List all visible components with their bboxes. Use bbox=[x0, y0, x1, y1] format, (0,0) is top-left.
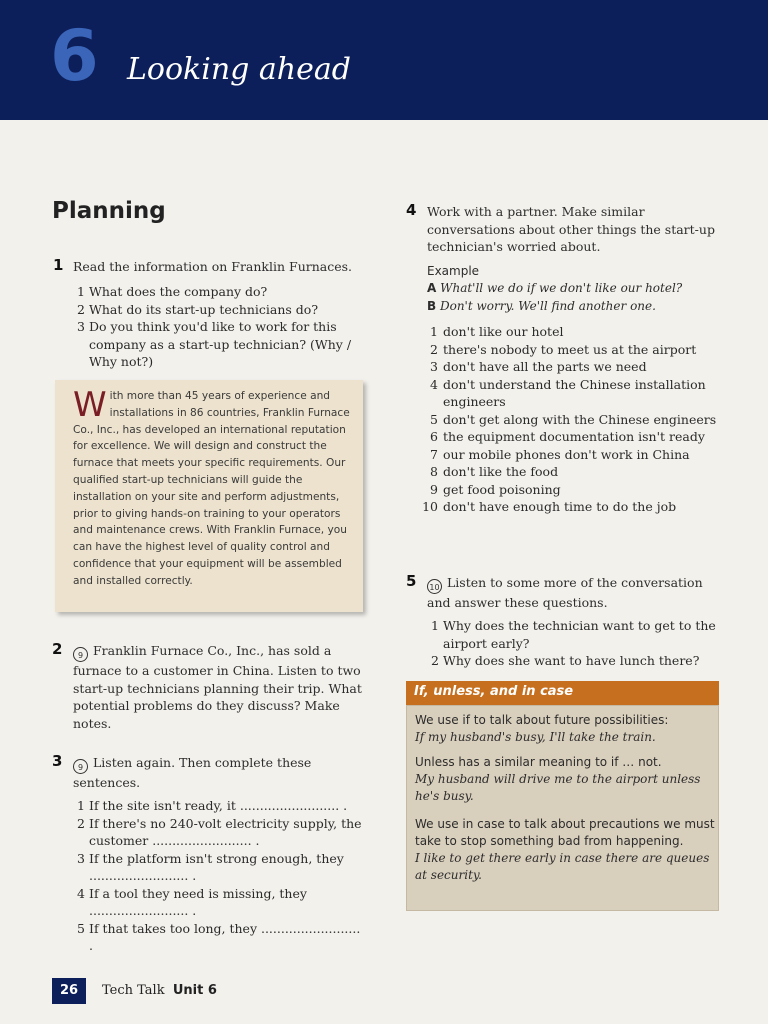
list-item bbox=[420, 376, 720, 411]
section-title: Planning bbox=[52, 198, 166, 224]
grammar-if-rule: We use if to talk about future possibilities: bbox=[415, 713, 669, 727]
q1-list bbox=[73, 283, 363, 371]
item-text: If a tool they need is missing, they ......................... . bbox=[89, 885, 307, 918]
list-item bbox=[420, 446, 720, 464]
grammar-header bbox=[406, 681, 719, 705]
unit-number: 6 bbox=[50, 15, 99, 97]
list-item bbox=[420, 481, 720, 499]
q3-list bbox=[73, 797, 365, 955]
unit-title: Looking ahead bbox=[127, 52, 351, 87]
example-label: Example bbox=[427, 264, 480, 278]
q1-number: 1 bbox=[53, 256, 64, 274]
item-text: If the site isn't ready, it ......................... . bbox=[89, 798, 348, 813]
list-item bbox=[73, 318, 363, 371]
item-number: 3 bbox=[430, 359, 438, 374]
item-number: 5 bbox=[77, 920, 85, 936]
list-item bbox=[420, 428, 720, 446]
q5-list bbox=[427, 617, 719, 670]
item-text: Why does the technician want to get to the airport early? bbox=[443, 618, 716, 651]
list-item bbox=[420, 323, 720, 341]
q3-number: 3 bbox=[52, 752, 63, 770]
grammar-title: If, unless, and in case bbox=[414, 684, 574, 699]
example-line-b: Don't worry. We'll find another one. bbox=[439, 298, 656, 313]
grammar-unless-example: My husband will drive me to the airport unless he's busy. bbox=[415, 772, 701, 803]
item-number: 10 bbox=[422, 499, 438, 514]
list-item bbox=[73, 283, 363, 301]
q4-instruction: Work with a partner. Make similar conversations about other things the start-up technician's worried about. bbox=[427, 204, 715, 254]
item-text: Do you think you'd like to work for this company as a start-up technician? (Why / Why not?) bbox=[89, 319, 352, 369]
list-item bbox=[420, 463, 720, 481]
list-item bbox=[420, 341, 720, 359]
page-number: 26 bbox=[52, 978, 86, 1004]
q3-instruction: Listen again. Then complete these sentences. bbox=[73, 755, 312, 790]
list-item bbox=[420, 411, 720, 429]
q5-number: 5 bbox=[406, 572, 417, 590]
item-number: 8 bbox=[430, 464, 438, 479]
item-text: don't like the food bbox=[443, 464, 559, 479]
item-number: 3 bbox=[77, 319, 85, 334]
item-text: If the platform isn't strong enough, they ......................... . bbox=[89, 850, 344, 883]
grammar-incase bbox=[415, 816, 715, 884]
q5-instruction: Listen to some more of the conversation and answer these questions. bbox=[427, 575, 703, 610]
item-number: 1 bbox=[77, 798, 85, 813]
q5-text bbox=[427, 574, 719, 612]
item-number: 9 bbox=[430, 481, 438, 497]
item-number: 1 bbox=[431, 618, 439, 633]
list-item bbox=[73, 797, 365, 815]
book-title: Tech Talk bbox=[102, 983, 165, 998]
example-lines bbox=[427, 280, 717, 315]
grammar-unless bbox=[415, 754, 715, 805]
item-text: If that takes too long, they ......................... . bbox=[89, 920, 361, 953]
audio-icon[interactable]: 9 bbox=[73, 647, 88, 662]
item-text: What do its start-up technicians do? bbox=[89, 301, 319, 317]
grammar-unless-rule: Unless has a similar meaning to if … not. bbox=[415, 755, 662, 769]
grammar-box bbox=[406, 705, 719, 911]
example-line-a: What'll we do if we don't like our hotel? bbox=[440, 281, 683, 295]
q3-text bbox=[73, 754, 363, 792]
q2-number: 2 bbox=[52, 640, 63, 658]
list-item bbox=[73, 885, 365, 920]
item-text: don't like our hotel bbox=[443, 324, 564, 339]
item-text: don't have enough time to do the job bbox=[443, 499, 677, 514]
dropcap: W bbox=[73, 385, 107, 425]
item-number: 4 bbox=[77, 885, 85, 901]
item-text: If there's no 240-volt electricity supply, the customer ......................... . bbox=[89, 815, 362, 848]
item-number: 6 bbox=[430, 429, 438, 444]
list-item bbox=[73, 850, 365, 885]
q2-instruction: Franklin Furnace Co., Inc., has sold a furnace to a customer in China. Listen to two start-up technicians planning their trip. What potential problems do they discuss? Make notes. bbox=[73, 643, 362, 731]
item-text: don't have all the parts we need bbox=[443, 359, 647, 374]
item-number: 7 bbox=[430, 446, 438, 462]
audio-icon[interactable]: 10 bbox=[427, 579, 442, 594]
speaker-b: B bbox=[427, 298, 437, 313]
grammar-incase-example: I like to get there early in case there are queues at security. bbox=[415, 851, 710, 882]
item-number: 1 bbox=[77, 284, 85, 299]
list-item bbox=[427, 652, 719, 670]
item-number: 3 bbox=[77, 850, 85, 866]
item-number: 2 bbox=[77, 301, 85, 317]
item-number: 2 bbox=[430, 341, 438, 357]
item-number: 2 bbox=[77, 815, 85, 831]
item-number: 2 bbox=[431, 653, 439, 668]
company-info-box bbox=[55, 380, 363, 612]
list-item bbox=[73, 815, 365, 850]
item-number: 4 bbox=[430, 376, 438, 392]
item-text: the equipment documentation isn't ready bbox=[443, 429, 705, 444]
audio-icon[interactable]: 9 bbox=[73, 759, 88, 774]
q4-list bbox=[420, 323, 720, 516]
footer-book bbox=[102, 983, 217, 998]
q1-instruction: Read the information on Franklin Furnaces. bbox=[73, 259, 353, 274]
list-item bbox=[420, 498, 720, 516]
list-item bbox=[427, 617, 719, 652]
item-text: there's nobody to meet us at the airport bbox=[443, 341, 697, 357]
company-info-text bbox=[73, 385, 355, 590]
speaker-a: A bbox=[427, 281, 437, 295]
item-text: don't understand the Chinese installation engineers bbox=[443, 376, 706, 409]
list-item bbox=[73, 920, 365, 955]
q4-number: 4 bbox=[406, 201, 417, 219]
item-text: get food poisoning bbox=[443, 481, 561, 497]
q2-text bbox=[73, 642, 363, 732]
item-number: 1 bbox=[430, 324, 438, 339]
company-info-paragraph: ith more than 45 years of experience and installations in 86 countries, Franklin Furnace Co., Inc., has developed an international reputation for excellence. We will design and construct the furnace that meets your specific requirements. Our qualified start-up technicians will guide the installation on your site and perform adjustments, prior to giving hands-on training to your operators and maintenance crews. With Franklin Furnace, you can have the highest level of quality control and confidence that your equipment will be assembled and installed correctly. bbox=[73, 390, 350, 587]
item-text: our mobile phones don't work in China bbox=[443, 446, 690, 462]
grammar-incase-rule: We use in case to talk about precautions we must take to stop something bad from happening. bbox=[415, 817, 715, 848]
unit-label: Unit 6 bbox=[172, 983, 217, 998]
grammar-if bbox=[415, 712, 715, 746]
list-item bbox=[73, 301, 363, 319]
item-number: 5 bbox=[430, 411, 438, 427]
unit-header bbox=[0, 0, 768, 120]
item-text: What does the company do? bbox=[89, 284, 268, 299]
list-item bbox=[420, 358, 720, 376]
item-text: Why does she want to have lunch there? bbox=[443, 653, 700, 668]
grammar-if-example: If my husband's busy, I'll take the train. bbox=[415, 730, 656, 744]
item-text: don't get along with the Chinese engineers bbox=[443, 411, 717, 427]
